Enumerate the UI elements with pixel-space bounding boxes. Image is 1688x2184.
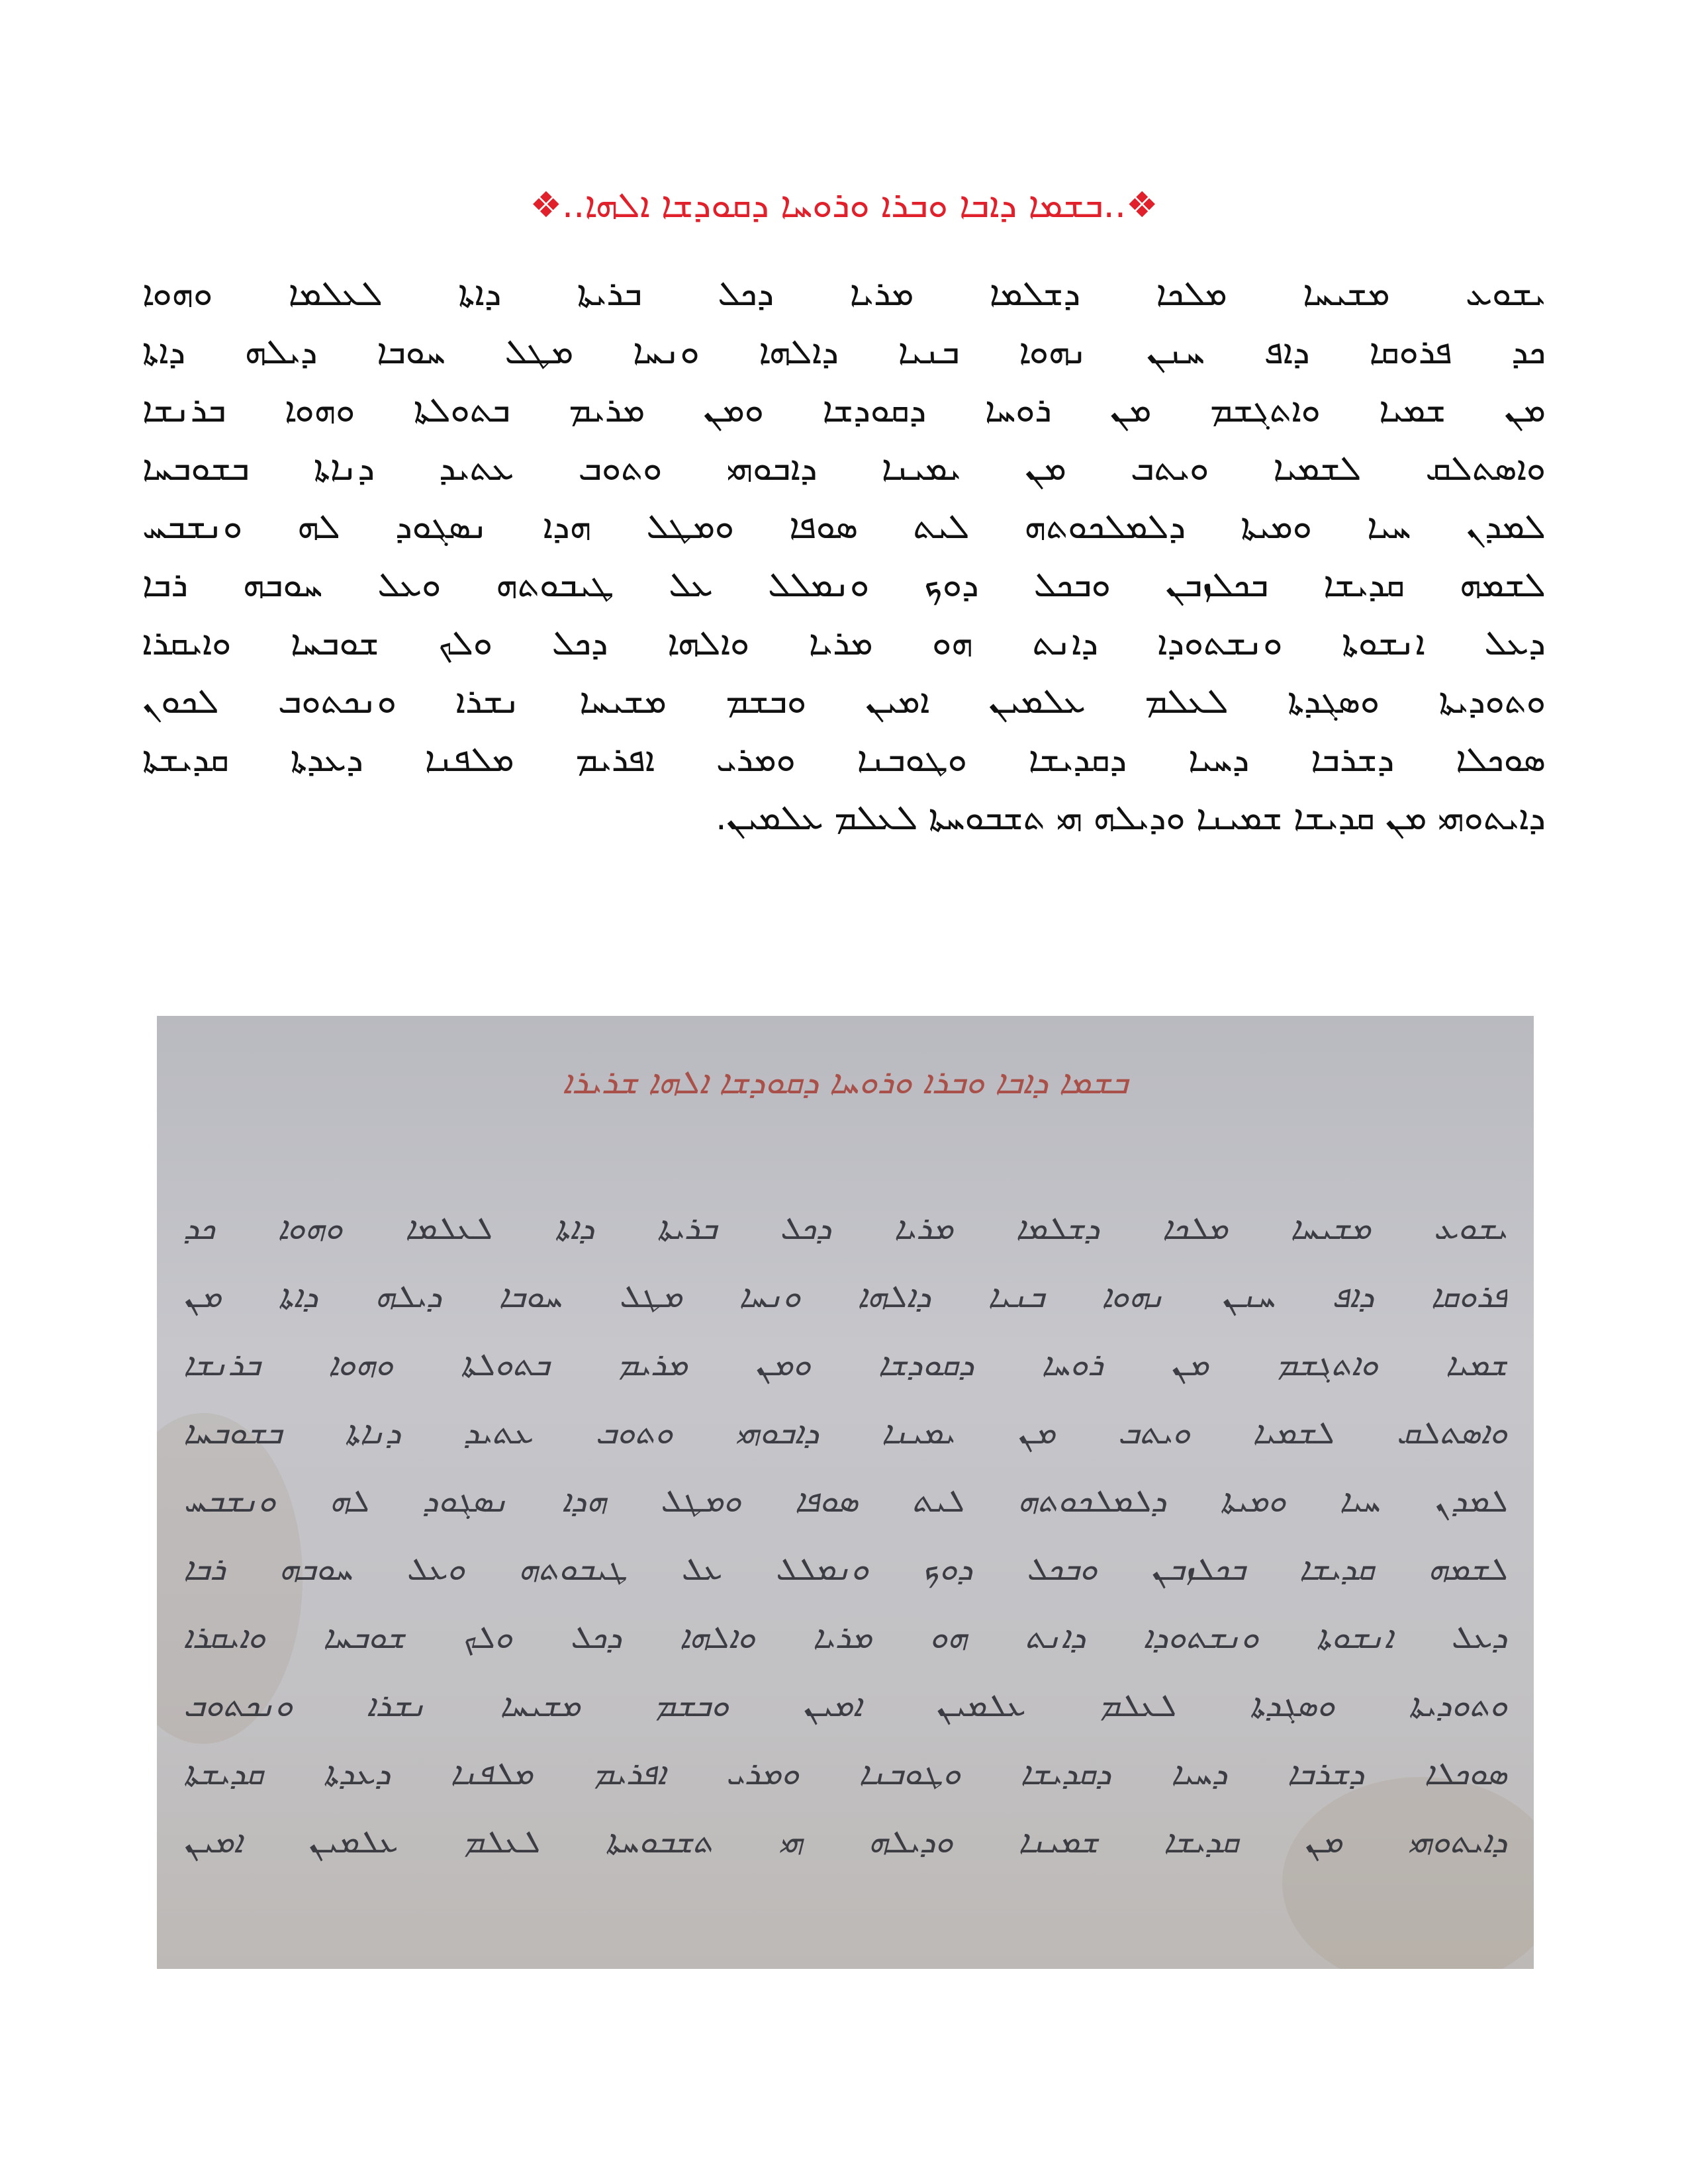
- transcription-line: ܕܐܝܬܘܗܝ ܡܢ ܩܕܝܫܐ ܫܡܝܢܐ ܘܕܝܠܗ ܗܝ ܬܫܒܘܚܬܐ ܠܥܠܡ ܥܠܡܝܢ.: [716, 798, 1546, 838]
- manuscript-text: [183, 1195, 1507, 1876]
- manuscript-line: ܫܡܝܐ ܘܐܬܓܫܡ ܡܢ ܪܘܚܐ ܕܩܘܕܫܐ ܘܡܢ ܡܪܝܡ ܒܬܘܠܬܐ ܘܗܘܐ ܒܪܢܫܐ: [183, 1346, 1507, 1383]
- manuscript-line: ܕܐܝܬܘܗܝ ܡܢ ܩܕܝܫܐ ܫܡܝܢܐ ܘܕܝܠܗ ܗܝ ܬܫܒܘܚܬܐ ܠܥܠܡ ܥܠܡܝܢ ܐܡܝܢ: [183, 1823, 1507, 1860]
- manuscript-line: ܠܡܕܢ ܚܝܐ ܘܡܝܬܐ ܕܠܡܠܟܘܬܗ ܠܝܬ ܣܘܦܐ ܘܡܛܠ ܗܕܐ ܢܣܓܘܕ ܠܗ ܘܢܫܒܚ: [183, 1482, 1507, 1520]
- manuscript-line: ܘܬܘܕܝܬܐ ܘܣܓܕܬܐ ܠܥܠܡ ܥܠܡܝܢ ܐܡܝܢ ܘܒܫܡ ܡܫܝܚܐ ܢܫܪܐ ܘܢܟܬܘܒ: [183, 1687, 1507, 1724]
- transcription-line: ܣܘܟܠܐ ܕܫܪܒܐ ܕܚܝܐ ܕܩܕܝܫܐ ܘܛܘܒܢܐ ܘܡܪܝ ܐܦܪܝܡ ܡܠܦܢܐ ܕܥܕܬܐ ܩܕܝܫܬܐ: [142, 740, 1546, 780]
- manuscript-line: ܝܫܘܥ ܡܫܝܚܐ ܡܠܟܐ ܕܫܠܡܐ ܡܪܝܐ ܕܟܠ ܒܪܝܬܐ ܕܐܬܐ ܠܥܠܡܐ ܘܗܘܐ ܟܕ: [183, 1210, 1507, 1247]
- transcription-line: ܝܫܘܥ ܡܫܝܚܐ ܡܠܟܐ ܕܫܠܡܐ ܡܪܝܐ ܕܟܠ ܒܪܝܬܐ ܕܐܬܐ ܠܥܠܡܐ ܘܗܘܐ: [142, 274, 1546, 314]
- manuscript-line: ܣܘܟܠܐ ܕܫܪܒܐ ܕܚܝܐ ܕܩܕܝܫܐ ܘܛܘܒܢܐ ܘܡܪܝ ܐܦܪܝܡ ܡܠܦܢܐ ܕܥܕܬܐ ܩܕܝܫܬܐ: [183, 1755, 1507, 1792]
- manuscript-line: ܦܪܘܩܐ ܕܐܦ ܚܢܢ ܢܗܘܐ ܒܢܝܐ ܕܐܠܗܐ ܘܢܚܐ ܡܛܠ ܚܘܒܐ ܕܝܠܗ ܕܐܬܐ ܡܢ: [183, 1278, 1507, 1315]
- manuscript-heading: ܒܫܡܐ ܕܐܒܐ ܘܒܪܐ ܘܪܘܚܐ ܕܩܘܕܫܐ ܐܠܗܐ ܫܪܝܪܐ: [562, 1063, 1129, 1101]
- transcription-line: ܘܬܘܕܝܬܐ ܘܣܓܕܬܐ ܠܥܠܡ ܥܠܡܝܢ ܐܡܝܢ ܘܒܫܡ ܡܫܝܚܐ ܢܫܪܐ ܘܢܟܬܘܒ ܠܟܘܢ: [142, 682, 1546, 721]
- document-heading: ❖..ܒܫܡܐ ܕܐܒܐ ܘܒܪܐ ܘܪܘܚܐ ܕܩܘܕܫܐ ܐܠܗܐ..❖: [530, 184, 1158, 226]
- transcription-line: ܡܢ ܫܡܝܐ ܘܐܬܓܫܡ ܡܢ ܪܘܚܐ ܕܩܘܕܫܐ ܘܡܢ ܡܪܝܡ ܒܬܘܠܬܐ ܘܗܘܐ ܒܪܢܫܐ: [142, 390, 1546, 430]
- transcription-line: ܕܥܠ ܐܢܫܘܬܐ ܘܢܫܬܘܕܐ ܕܐܢܬ ܗܘ ܡܪܝܐ ܘܐܠܗܐ ܕܟܠ ܘܠܟ ܫܘܒܚܐ ܘܐܝܩܪܐ: [142, 623, 1546, 663]
- transcription-body: [142, 265, 1546, 847]
- manuscript-line: ܘܐܣܬܠܩ ܠܫܡܝܐ ܘܝܬܒ ܡܢ ܝܡܝܢܐ ܕܐܒܘܗܝ ܘܬܘܒ ܥܬܝܕ ܕܢܐܬܐ ܒܫܘܒܚܐ: [183, 1414, 1507, 1451]
- manuscript-line: ܕܥܠ ܐܢܫܘܬܐ ܘܢܫܬܘܕܐ ܕܐܢܬ ܗܘ ܡܪܝܐ ܘܐܠܗܐ ܕܟܠ ܘܠܟ ܫܘܒܚܐ ܘܐܝܩܪܐ: [183, 1619, 1507, 1656]
- transcription-line: ܠܡܕܢ ܚܝܐ ܘܡܝܬܐ ܕܠܡܠܟܘܬܗ ܠܝܬ ܣܘܦܐ ܘܡܛܠ ܗܕܐ ܢܣܓܘܕ ܠܗ ܘܢܫܒܚ: [142, 507, 1546, 547]
- manuscript-image: [157, 1016, 1534, 1969]
- transcription-line: ܠܫܡܗ ܩܕܝܫܐ ܒܟܠܙܒܢ ܘܒܟܠ ܕܘܟ ܘܢܡܠܠ ܥܠ ܛܝܒܘܬܗ ܘܥܠ ܚܘܒܗ ܪܒܐ: [142, 565, 1546, 605]
- transcription-line: ܘܐܣܬܠܩ ܠܫܡܝܐ ܘܝܬܒ ܡܢ ܝܡܝܢܐ ܕܐܒܘܗܝ ܘܬܘܒ ܥܬܝܕ ܕܢܐܬܐ ܒܫܘܒܚܐ: [142, 449, 1546, 488]
- transcription-line: ܟܕ ܦܪܘܩܐ ܕܐܦ ܚܢܢ ܢܗܘܐ ܒܢܝܐ ܕܐܠܗܐ ܘܢܚܐ ܡܛܠ ܚܘܒܐ ܕܝܠܗ ܕܐܬܐ: [142, 332, 1546, 372]
- manuscript-line: ܠܫܡܗ ܩܕܝܫܐ ܒܟܠܙܒܢ ܘܒܟܠ ܕܘܟ ܘܢܡܠܠ ܥܠ ܛܝܒܘܬܗ ܘܥܠ ܚܘܒܗ ܪܒܐ: [183, 1551, 1507, 1588]
